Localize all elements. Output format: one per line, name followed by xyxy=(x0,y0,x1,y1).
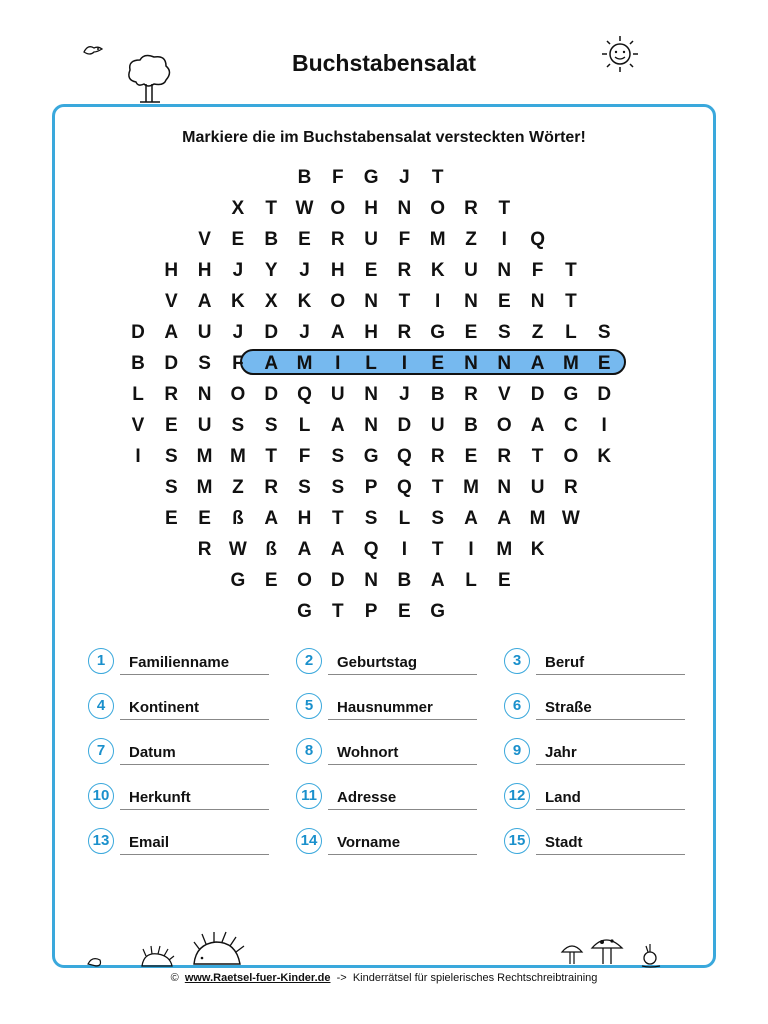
grid-letter[interactable]: F xyxy=(331,167,344,188)
grid-letter[interactable]: N xyxy=(497,260,512,281)
grid-letter[interactable]: J xyxy=(299,260,310,281)
footer-arrow: -> xyxy=(336,972,347,984)
grid-letter[interactable]: D xyxy=(264,384,279,405)
word-item xyxy=(504,693,689,727)
grid-letter[interactable]: J xyxy=(399,384,410,405)
word-label: Beruf xyxy=(545,654,585,671)
word-underline xyxy=(120,674,269,675)
grid-letter[interactable]: T xyxy=(531,446,544,467)
grid-letter[interactable]: K xyxy=(231,291,245,312)
grid-letter[interactable]: A xyxy=(430,570,445,591)
grid-letter[interactable]: W xyxy=(295,198,314,219)
word-item xyxy=(88,783,273,817)
grid-letter[interactable]: S xyxy=(164,446,178,467)
grid-letter[interactable]: V xyxy=(198,229,211,250)
grid-letter[interactable]: S xyxy=(597,322,611,343)
grid-letter[interactable]: Z xyxy=(531,322,544,343)
word-number-badge: 6 xyxy=(504,693,530,719)
grid-letter[interactable]: T xyxy=(331,508,344,529)
grid-letter[interactable]: M xyxy=(296,353,313,374)
grid-letter[interactable]: B xyxy=(397,570,412,591)
word-underline xyxy=(328,674,477,675)
word-label: Email xyxy=(129,834,170,851)
grid-letter[interactable]: G xyxy=(230,570,246,591)
grid-letter[interactable]: U xyxy=(530,477,545,498)
grid-letter[interactable]: N xyxy=(364,415,378,436)
grid-letter[interactable]: O xyxy=(230,384,246,405)
grid-letter[interactable]: C xyxy=(564,415,578,436)
grid-letter[interactable]: R xyxy=(264,477,279,498)
word-label: Vorname xyxy=(337,834,401,851)
grid-letter[interactable]: O xyxy=(430,198,446,219)
word-underline xyxy=(120,854,269,855)
grid-letter[interactable]: O xyxy=(330,291,346,312)
word-underline xyxy=(536,674,685,675)
word-number-badge: 1 xyxy=(88,648,114,674)
grid-letter[interactable]: O xyxy=(496,415,512,436)
word-underline xyxy=(328,809,477,810)
grid-letter[interactable]: U xyxy=(330,384,345,405)
word-item xyxy=(504,783,689,817)
grid-letter[interactable]: F xyxy=(232,353,244,374)
word-item xyxy=(88,738,273,772)
grid-letter[interactable]: W xyxy=(228,539,247,560)
grid-letter[interactable]: I xyxy=(335,353,341,374)
word-label: Wohnort xyxy=(337,744,399,761)
word-label: Hausnummer xyxy=(337,699,433,716)
hedgehog-icon xyxy=(86,944,176,970)
word-label: Jahr xyxy=(545,744,577,761)
grid-letter[interactable]: N xyxy=(364,570,378,591)
grid-letter[interactable]: G xyxy=(430,601,446,622)
grid-letter[interactable]: E xyxy=(264,570,278,591)
grid-letter[interactable]: R xyxy=(464,198,478,219)
grid-letter[interactable]: E xyxy=(231,229,245,250)
grid-letter[interactable]: J xyxy=(232,322,244,343)
footer xyxy=(0,972,768,984)
grid-letter[interactable]: T xyxy=(398,291,411,312)
grid-letter[interactable]: D xyxy=(597,384,612,405)
word-underline xyxy=(120,719,269,720)
word-item xyxy=(296,783,481,817)
grid-letter[interactable]: E xyxy=(497,291,511,312)
grid-letter[interactable]: N xyxy=(364,291,378,312)
grid-letter[interactable]: V xyxy=(164,291,178,312)
grid-letter[interactable]: A xyxy=(330,539,345,560)
grid-letter[interactable]: R xyxy=(430,446,445,467)
grid-letter[interactable]: Y xyxy=(264,260,278,281)
grid-letter[interactable]: H xyxy=(330,260,345,281)
grid-letter[interactable]: K xyxy=(597,446,612,467)
grid-letter[interactable]: R xyxy=(397,322,412,343)
word-label: Adresse xyxy=(337,789,397,806)
grid-letter[interactable]: U xyxy=(430,415,445,436)
grid-letter[interactable]: N xyxy=(497,353,512,374)
word-number-badge: 4 xyxy=(88,693,114,719)
word-item xyxy=(504,828,689,862)
word-number-badge: 8 xyxy=(296,738,322,764)
word-number-badge: 2 xyxy=(296,648,322,674)
grid-letter[interactable]: A xyxy=(197,291,212,312)
grid-letter[interactable]: T xyxy=(565,291,577,312)
word-item xyxy=(296,693,481,727)
grid-letter[interactable]: A xyxy=(297,539,312,560)
grid-letter[interactable]: X xyxy=(264,291,278,312)
word-underline xyxy=(536,719,685,720)
grid-letter[interactable]: S xyxy=(497,322,511,343)
grid-letter[interactable]: V xyxy=(497,384,511,405)
grid-letter[interactable]: K xyxy=(430,260,445,281)
grid-letter[interactable]: I xyxy=(401,353,408,374)
grid-letter[interactable]: Q xyxy=(397,477,412,498)
grid-letter[interactable]: A xyxy=(530,415,545,436)
grid-letter[interactable]: U xyxy=(364,229,378,250)
grid-letter[interactable]: M xyxy=(496,539,513,560)
grid-letter[interactable]: F xyxy=(298,446,311,467)
grid-letter[interactable]: N xyxy=(464,291,478,312)
grid-letter[interactable]: Z xyxy=(465,229,477,250)
word-underline xyxy=(328,854,477,855)
word-underline xyxy=(120,809,269,810)
grid-letter[interactable]: J xyxy=(399,167,410,188)
grid-letter[interactable]: L xyxy=(365,353,377,374)
grid-letter[interactable]: F xyxy=(398,229,411,250)
word-underline xyxy=(536,764,685,765)
grid-letter[interactable]: H xyxy=(297,508,312,529)
grid-letter[interactable]: T xyxy=(498,198,511,219)
word-label: Kontinent xyxy=(129,699,199,716)
grid-letter[interactable]: D xyxy=(164,353,179,374)
grid-letter[interactable]: D xyxy=(330,570,345,591)
grid-letter[interactable]: L xyxy=(398,508,411,529)
grid-letter[interactable]: A xyxy=(264,353,279,374)
word-underline xyxy=(536,809,685,810)
grid-letter[interactable]: R xyxy=(497,446,512,467)
grid-letter[interactable]: H xyxy=(364,198,378,219)
word-item xyxy=(504,648,689,682)
grid-letter[interactable]: E xyxy=(597,353,611,374)
word-number-badge: 14 xyxy=(296,828,322,854)
grid-letter[interactable]: R xyxy=(397,260,412,281)
grid-letter[interactable]: T xyxy=(265,198,277,219)
grid-letter[interactable]: K xyxy=(530,539,545,560)
word-label: Datum xyxy=(129,744,176,761)
grid-letter[interactable]: E xyxy=(164,415,178,436)
grid-letter[interactable]: E xyxy=(464,446,478,467)
grid-letter[interactable]: I xyxy=(135,446,141,467)
grid-letter[interactable]: J xyxy=(299,322,310,343)
word-label: Stadt xyxy=(545,834,583,851)
grid-letter[interactable]: E xyxy=(497,570,511,591)
grid-letter[interactable]: H xyxy=(364,322,378,343)
grid-letter[interactable]: M xyxy=(463,477,479,498)
mushroom-icon xyxy=(558,932,628,968)
grid-letter[interactable]: F xyxy=(531,260,544,281)
grid-letter[interactable]: Z xyxy=(232,477,244,498)
grid-letter[interactable]: B xyxy=(131,353,145,374)
grid-letter[interactable]: N xyxy=(464,353,478,374)
grid-letter[interactable]: S xyxy=(331,446,345,467)
grid-letter[interactable]: I xyxy=(468,539,474,560)
footer-tagline: Kinderrätsel für spielerisches Rechtschreibtraining xyxy=(352,972,598,984)
grid-letter[interactable]: B xyxy=(464,415,478,436)
grid-letter[interactable]: D xyxy=(264,322,279,343)
grid-letter[interactable]: T xyxy=(331,601,344,622)
grid-letter[interactable]: G xyxy=(430,322,446,343)
grid-letter[interactable]: O xyxy=(330,198,346,219)
grid-letter[interactable]: S xyxy=(164,477,178,498)
grid-letter[interactable]: A xyxy=(264,508,279,529)
word-number-badge: 10 xyxy=(88,783,114,809)
grid-letter[interactable]: A xyxy=(464,508,478,529)
grid-letter[interactable]: R xyxy=(464,384,478,405)
grid-letter[interactable]: S xyxy=(298,477,311,498)
grid-letter[interactable]: N xyxy=(364,384,378,405)
grid-letter[interactable]: B xyxy=(297,167,312,188)
grid-letter[interactable]: G xyxy=(363,167,379,188)
grid-letter[interactable]: D xyxy=(131,322,145,343)
grid-letter[interactable]: M xyxy=(196,446,213,467)
word-number-badge: 5 xyxy=(296,693,322,719)
grid-letter[interactable]: E xyxy=(198,508,211,529)
grid-letter[interactable]: ß xyxy=(265,539,277,560)
grid-letter[interactable]: R xyxy=(164,384,179,405)
word-item xyxy=(88,828,273,862)
grid-letter[interactable]: J xyxy=(232,260,244,281)
grid-letter[interactable]: A xyxy=(530,353,545,374)
word-item xyxy=(504,738,689,772)
grid-letter[interactable]: T xyxy=(431,477,444,498)
grid-letter[interactable]: N xyxy=(397,198,412,219)
grid-letter[interactable]: E xyxy=(431,353,445,374)
word-underline xyxy=(536,854,685,855)
grid-letter[interactable]: S xyxy=(364,508,378,529)
grid-letter[interactable]: D xyxy=(397,415,412,436)
grid-letter[interactable]: P xyxy=(364,477,378,498)
grid-letter[interactable]: E xyxy=(364,260,378,281)
grid-letter[interactable]: N xyxy=(497,477,512,498)
grid-letter[interactable]: S xyxy=(331,477,345,498)
grid-letter[interactable]: ß xyxy=(232,508,244,529)
word-label: Geburtstag xyxy=(337,654,418,671)
word-label: Straße xyxy=(545,699,592,716)
grid-letter[interactable]: S xyxy=(264,415,278,436)
grid-letter[interactable]: N xyxy=(530,291,545,312)
grid-letter[interactable]: I xyxy=(435,291,441,312)
grid-letter[interactable]: R xyxy=(564,477,578,498)
grid-letter[interactable]: A xyxy=(330,415,345,436)
grid-letter[interactable]: L xyxy=(298,415,311,436)
word-item xyxy=(296,828,481,862)
grid-letter[interactable]: O xyxy=(297,570,312,591)
word-item xyxy=(296,738,481,772)
grid-letter[interactable]: S xyxy=(431,508,445,529)
instruction-text: Markiere die im Buchstabensalat versteckten Wörter! xyxy=(182,129,586,146)
grid-letter[interactable]: E xyxy=(464,322,478,343)
grid-letter[interactable]: V xyxy=(131,415,145,436)
grid-letter[interactable]: E xyxy=(164,508,178,529)
grid-letter[interactable]: M xyxy=(229,446,246,467)
word-label: Herkunft xyxy=(129,789,191,806)
grid-letter[interactable]: W xyxy=(561,508,580,529)
hedgehog-icon xyxy=(190,930,246,970)
grid-letter[interactable]: S xyxy=(198,353,211,374)
grid-letter[interactable]: G xyxy=(297,601,312,622)
grid-letter[interactable]: P xyxy=(364,601,378,622)
word-number-badge: 3 xyxy=(504,648,530,674)
grid-letter[interactable]: L xyxy=(465,570,477,591)
grid-letter[interactable]: H xyxy=(164,260,179,281)
word-number-badge: 7 xyxy=(88,738,114,764)
grid-letter[interactable]: R xyxy=(330,229,345,250)
snail-icon xyxy=(636,940,664,970)
grid-letter[interactable]: M xyxy=(429,229,446,250)
word-item xyxy=(88,693,273,727)
word-item xyxy=(88,648,273,682)
website-link[interactable]: www.Raetsel-fuer-Kinder.de xyxy=(184,972,331,984)
grid-letter[interactable]: E xyxy=(298,229,311,250)
grid-letter[interactable]: S xyxy=(231,415,245,436)
word-number-badge: 13 xyxy=(88,828,114,854)
grid-letter[interactable]: K xyxy=(297,291,312,312)
word-underline xyxy=(328,719,477,720)
grid-letter[interactable]: Q xyxy=(363,539,379,560)
grid-letter[interactable]: M xyxy=(529,508,546,529)
word-label: Familienname xyxy=(129,654,230,671)
grid-letter[interactable]: L xyxy=(565,322,577,343)
grid-letter[interactable]: A xyxy=(497,508,512,529)
grid-letter[interactable]: M xyxy=(196,477,213,498)
word-item xyxy=(296,648,481,682)
copyright-symbol: © xyxy=(170,972,179,984)
word-number-badge: 12 xyxy=(504,783,530,809)
word-number-badge: 9 xyxy=(504,738,530,764)
grid-letter[interactable]: G xyxy=(363,446,379,467)
grid-letter[interactable]: L xyxy=(132,384,144,405)
grid-letter[interactable]: X xyxy=(231,198,245,219)
grid-letter[interactable]: I xyxy=(601,415,607,436)
word-label: Land xyxy=(545,789,581,806)
grid-letter[interactable]: U xyxy=(464,260,478,281)
page-title: Buchstabensalat xyxy=(291,50,477,76)
grid-letter[interactable]: M xyxy=(562,353,579,374)
grid-letter[interactable]: H xyxy=(197,260,212,281)
grid-letter[interactable]: A xyxy=(164,322,179,343)
grid-letter[interactable]: G xyxy=(563,384,579,405)
grid-letter[interactable]: U xyxy=(197,415,212,436)
grid-letter[interactable]: I xyxy=(501,229,507,250)
grid-letter[interactable]: T xyxy=(565,260,577,281)
grid-letter[interactable]: R xyxy=(197,539,212,560)
grid-letter[interactable]: T xyxy=(431,167,444,188)
grid-letter[interactable]: E xyxy=(398,601,411,622)
grid-letter[interactable]: A xyxy=(330,322,345,343)
word-number-badge: 15 xyxy=(504,828,530,854)
grid-letter[interactable]: D xyxy=(530,384,545,405)
word-underline xyxy=(120,764,269,765)
word-number-badge: 11 xyxy=(296,783,322,809)
grid-letter[interactable]: T xyxy=(431,539,444,560)
grid-letter[interactable]: Q xyxy=(297,384,312,405)
grid-letter[interactable]: Q xyxy=(530,229,545,250)
grid-letter[interactable]: Q xyxy=(397,446,412,467)
grid-letter[interactable]: N xyxy=(197,384,212,405)
grid-letter[interactable]: B xyxy=(264,229,279,250)
grid-letter[interactable]: U xyxy=(197,322,212,343)
grid-letter[interactable]: T xyxy=(265,446,277,467)
grid-letter[interactable]: B xyxy=(430,384,445,405)
grid-letter[interactable]: I xyxy=(401,539,408,560)
word-underline xyxy=(328,764,477,765)
grid-letter[interactable]: O xyxy=(563,446,579,467)
